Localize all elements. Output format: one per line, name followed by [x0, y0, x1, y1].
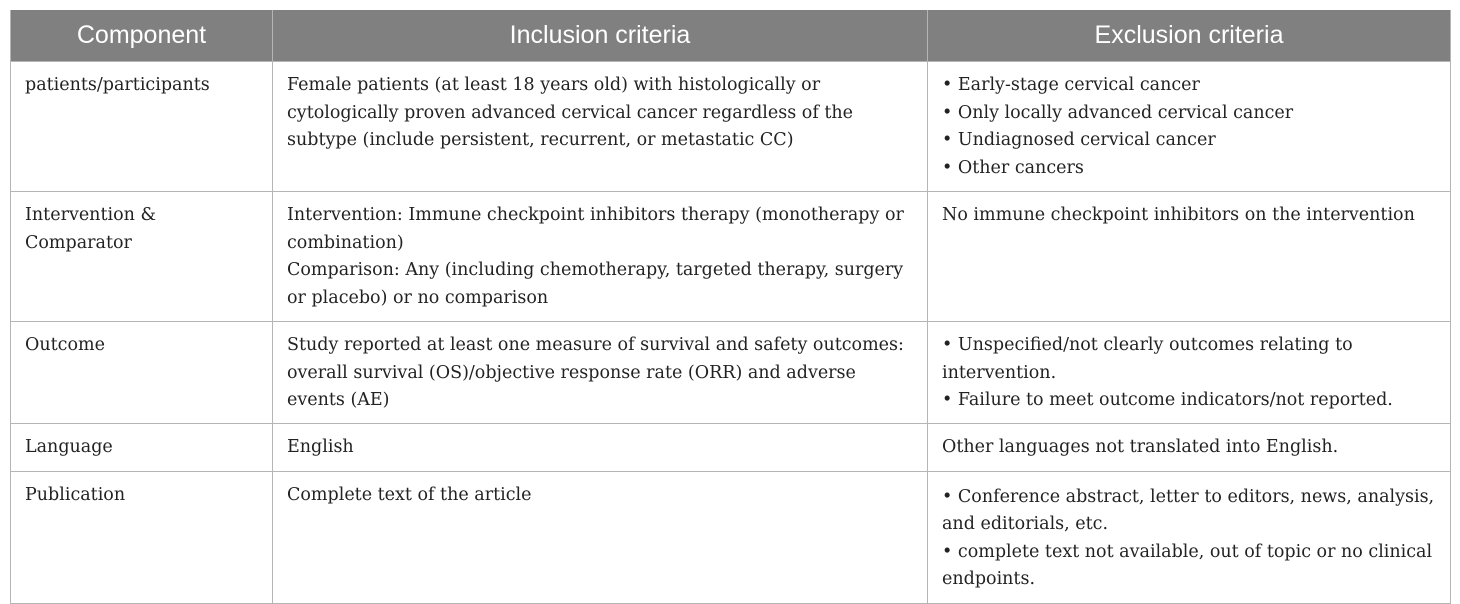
- header-row: [11, 10, 1451, 62]
- table-row: [11, 423, 1451, 471]
- inclusion-text: Female patients (at least 18 years old) with histologically or cytologically proven advanced cervical cancer regardless of the subtype (include persistent, recurrent, or metastatic CC): [287, 75, 854, 150]
- exclusion-cell: [928, 62, 1451, 192]
- inclusion-cell: [273, 471, 928, 603]
- exclusion-text: No immune checkpoint inhibitors on the intervention: [942, 205, 1415, 225]
- exclusion-cell: [928, 423, 1451, 471]
- exclusion-cell: [928, 471, 1451, 603]
- table-body: [11, 62, 1451, 604]
- inclusion-text: Study reported at least one measure of survival and safety outcomes: overall survival (OS)/objective response rate (ORR) and adverse events (AE): [287, 335, 904, 410]
- inclusion-text: English: [287, 436, 354, 457]
- component-cell: Publication: [11, 471, 273, 603]
- exclusion-bullet-item: • Only locally advanced cervical cancer: [942, 100, 1436, 128]
- exclusion-bullet-item: • Early-stage cervical cancer: [942, 72, 1436, 100]
- exclusion-bullet-item: • Unspecified/not clearly outcomes relating to intervention.: [942, 332, 1436, 387]
- table-row: [11, 471, 1451, 603]
- criteria-table: [10, 10, 1451, 604]
- inclusion-text: Intervention: Immune checkpoint inhibitors therapy (monotherapy or combination): [287, 205, 904, 253]
- component-cell: Intervention & Comparator: [11, 192, 273, 322]
- table-header: [11, 10, 1451, 62]
- exclusion-cell: [928, 192, 1451, 322]
- inclusion-cell: [273, 192, 928, 322]
- exclusion-text: Other languages not translated into English.: [942, 436, 1339, 457]
- inclusion-text: Comparison: Any (including chemotherapy, targeted therapy, surgery or placebo) or no comparison: [287, 260, 904, 308]
- exclusion-bullet-item: • Conference abstract, letter to editors, news, analysis, and editorials, etc.: [942, 484, 1436, 539]
- inclusion-cell: [273, 62, 928, 192]
- exclusion-bullet-item: • Undiagnosed cervical cancer: [942, 127, 1436, 155]
- component-cell: patients/participants: [11, 62, 273, 192]
- exclusion-bullet-item: • Failure to meet outcome indicators/not reported.: [942, 387, 1436, 415]
- header-exclusion-criteria: Exclusion criteria: [928, 10, 1451, 62]
- component-cell: Language: [11, 423, 273, 471]
- component-cell: Outcome: [11, 322, 273, 424]
- exclusion-bullet-item: • Other cancers: [942, 155, 1436, 183]
- table-row: [11, 322, 1451, 424]
- table-row: [11, 192, 1451, 322]
- criteria-table-container: [10, 10, 1450, 604]
- exclusion-cell: [928, 322, 1451, 424]
- inclusion-text: Complete text of the article: [287, 484, 532, 505]
- inclusion-cell: [273, 322, 928, 424]
- header-inclusion-criteria: Inclusion criteria: [273, 10, 928, 62]
- exclusion-bullet-item: • complete text not available, out of topic or no clinical endpoints.: [942, 539, 1436, 594]
- table-row: [11, 62, 1451, 192]
- inclusion-cell: [273, 423, 928, 471]
- header-component: Component: [11, 10, 273, 62]
